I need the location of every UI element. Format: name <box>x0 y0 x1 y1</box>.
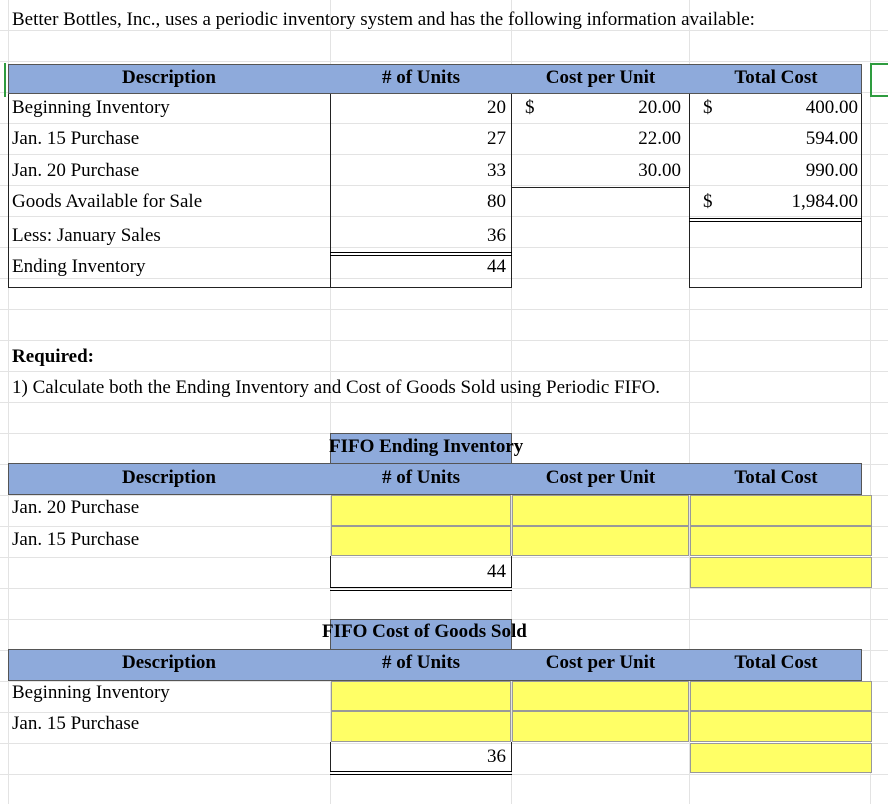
fifo-cogs-units-input[interactable] <box>331 711 511 742</box>
fifo-cogs-grand-total-input[interactable] <box>690 743 872 773</box>
required-question: 1) Calculate both the Ending Inventory and Cost of Goods Sold using Periodic FIFO. <box>12 377 661 398</box>
info-row-desc: Less: January Sales <box>12 225 161 246</box>
cell-selection-left-edge <box>0 63 6 97</box>
info-header-total-cost: Total Cost <box>734 67 818 88</box>
info-row-units: 20 <box>487 97 506 118</box>
fifo-cogs-row-label: Jan. 15 Purchase <box>12 713 140 734</box>
fifo-ending-row-label: Jan. 20 Purchase <box>12 497 140 518</box>
info-row-total: 990.00 <box>805 160 858 181</box>
intro-text: Better Bottles, Inc., uses a periodic inventory system and has the following information available: <box>12 9 755 30</box>
info-row-cost-sign: $ <box>525 97 535 118</box>
cell-selection-box[interactable] <box>870 63 888 97</box>
info-row-total-sign: $ <box>703 191 713 212</box>
info-row-total-sign: $ <box>703 97 713 118</box>
fifo-cogs-title: FIFO Cost of Goods Sold <box>322 621 527 642</box>
info-row-desc: Goods Available for Sale <box>12 191 203 212</box>
fifo-ending-row-label: Jan. 15 Purchase <box>12 529 140 550</box>
fifo-cogs-total-input[interactable] <box>690 681 872 711</box>
fifo-ending-units-input[interactable] <box>331 526 511 556</box>
fifo-ending-grand-total-input[interactable] <box>690 557 872 588</box>
info-row-total: 1,984.00 <box>791 191 858 212</box>
info-row-cost: 20.00 <box>638 97 681 118</box>
info-row-desc: Jan. 20 Purchase <box>12 160 140 181</box>
fifo-ending-title: FIFO Ending Inventory <box>329 436 524 457</box>
fifo-cogs-header-units: # of Units <box>381 652 461 673</box>
fifo-ending-units-input[interactable] <box>331 495 511 526</box>
info-row-units: 80 <box>487 191 506 212</box>
info-row-units: 44 <box>487 256 506 277</box>
info-row-total: 400.00 <box>805 97 858 118</box>
info-header-units: # of Units <box>381 67 461 88</box>
info-row-cost: 22.00 <box>638 128 681 149</box>
fifo-ending-total-input[interactable] <box>690 495 872 526</box>
fifo-ending-double-underline <box>330 587 512 591</box>
info-row-units: 27 <box>487 128 506 149</box>
info-row-desc: Jan. 15 Purchase <box>12 128 140 149</box>
fifo-ending-header-units: # of Units <box>381 467 461 488</box>
info-header-description: Description <box>122 67 216 88</box>
info-row-total: 594.00 <box>805 128 858 149</box>
required-label: Required: <box>12 346 94 367</box>
fifo-ending-cost-input[interactable] <box>512 495 689 526</box>
fifo-ending-total-units: 44 <box>487 561 506 582</box>
fifo-cogs-header-cost-per-unit: Cost per Unit <box>545 652 656 673</box>
fifo-ending-total-input[interactable] <box>690 526 872 556</box>
info-row-cost: 30.00 <box>638 160 681 181</box>
info-header-cost-per-unit: Cost per Unit <box>545 67 656 88</box>
fifo-cogs-header-description: Description <box>122 652 216 673</box>
fifo-cogs-header-total-cost: Total Cost <box>734 652 818 673</box>
fifo-cogs-cost-input[interactable] <box>512 711 689 742</box>
fifo-ending-header-total-cost: Total Cost <box>734 467 818 488</box>
info-row-units: 36 <box>487 225 506 246</box>
fifo-ending-cost-input[interactable] <box>512 526 689 556</box>
info-row-desc: Beginning Inventory <box>12 97 170 118</box>
fifo-cogs-total-units: 36 <box>487 746 506 767</box>
info-row-desc: Ending Inventory <box>12 256 146 277</box>
info-row-units: 33 <box>487 160 506 181</box>
fifo-cogs-row-label: Beginning Inventory <box>12 682 170 703</box>
fifo-ending-header-description: Description <box>122 467 216 488</box>
total-double-underline <box>689 218 862 222</box>
fifo-ending-header-cost-per-unit: Cost per Unit <box>545 467 656 488</box>
fifo-cogs-double-underline <box>330 771 512 775</box>
fifo-cogs-units-input[interactable] <box>331 681 511 711</box>
fifo-cogs-cost-input[interactable] <box>512 681 689 711</box>
fifo-cogs-total-input[interactable] <box>690 711 872 742</box>
